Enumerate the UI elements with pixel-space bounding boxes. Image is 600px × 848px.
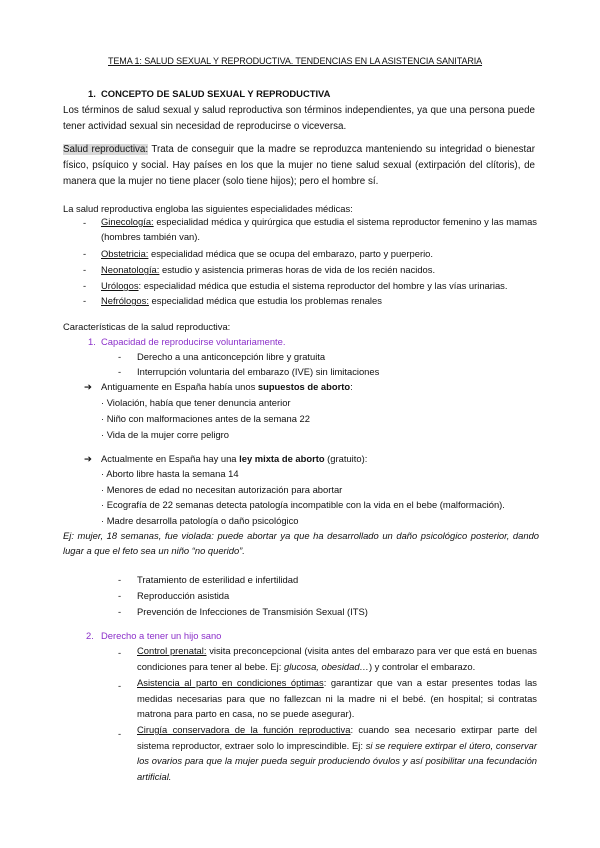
item-number: 1. — [88, 336, 96, 347]
list-item — [101, 247, 433, 260]
arrow-icon: ➔ — [84, 453, 92, 464]
list-item — [101, 214, 537, 244]
specialty-term: Obstetricia: — [101, 248, 149, 259]
specialty-text: especialidad médica que estudia los problemas renales — [148, 295, 382, 306]
specialty-term: Neonatología: — [101, 264, 160, 275]
dash-bullet: - — [83, 295, 87, 306]
dash-bullet: - — [118, 574, 122, 585]
list-item — [101, 279, 507, 292]
arrow-paragraph — [101, 380, 353, 393]
section-number: 1. — [88, 88, 96, 99]
dash-bullet: - — [118, 351, 122, 362]
example-paragraph: Ej: mujer, 18 semanas, fue violada: puede abortar ya que ha desarrollado un daño psicológico posterior, dando lugar a que el feto sea un niño “no querido”. — [63, 530, 539, 556]
characteristics-intro: Características de la salud reproductiva: — [63, 321, 231, 332]
dash-bullet: - — [118, 728, 122, 739]
text-span: (gratuito): — [324, 453, 368, 464]
specialty-term: Urólogos — [101, 280, 139, 291]
list-item: Derecho a una anticoncepción libre y gratuita — [137, 351, 326, 362]
dash-bullet: - — [83, 264, 87, 275]
item-heading: Derecho a tener un hijo sano — [101, 630, 222, 641]
dash-bullet: - — [118, 647, 122, 658]
list-item: Tratamiento de esterilidad e infertilidad — [137, 574, 299, 585]
list-item: Interrupción voluntaria del embarazo (IVE) sin limitaciones — [137, 366, 380, 377]
specialty-text: especialidad médica que se ocupa del embarazo, parto y puerperio. — [148, 248, 433, 259]
sub-item: · Niño con malformaciones antes de la semana 22 — [101, 413, 310, 424]
specialty-text: estudio y asistencia primeras horas de vida de los recién nacidos. — [159, 264, 436, 275]
specialty-term: Nefrólogos: — [101, 295, 149, 306]
sub-item: · Violación, había que tener denuncia anterior — [101, 397, 291, 408]
list-item — [137, 722, 537, 784]
item-number: 2. — [86, 630, 94, 641]
list-item: Reproducción asistida — [137, 590, 230, 601]
definition-text: Trata de conseguir que la madre se reproduzca manteniendo su integridad o bienestar físico, psíquico y social. Hay países en los que la mujer no tiene salud sexual (extirpación del clítoris), de manera que la mujer no tiene placer (solo tiene hijos); pero el hombre sí. — [63, 144, 535, 187]
text-span: : cuando sea necesario extirpar parte del sistema reproductor, extraer solo lo imprescindible. Ej: — [137, 724, 537, 751]
dash-bullet: - — [118, 590, 122, 601]
sub-item: · Aborto libre hasta la semana 14 — [101, 468, 239, 479]
specialty-term: Ginecología: — [101, 216, 154, 227]
list-item — [101, 263, 435, 276]
text-span: : — [350, 381, 353, 392]
italic-span: si se requiere extirpar el útero, conservar los ovarios para que la mujer pueda seguir produciendo óvulos y así posibilitar una fecundación artificial. — [137, 739, 538, 782]
sub-item: · Menores de edad no necesitan autorización para abortar — [101, 484, 343, 495]
list-item — [137, 643, 537, 674]
definition-paragraph — [63, 142, 535, 190]
specialties-intro: La salud reproductiva engloba las siguientes especialidades médicas: — [63, 203, 353, 214]
text-span: visita preconcepcional (visita antes del embarazo para ver que está en buenas condiciones para tener al bebe. Ej: — [137, 645, 537, 672]
bold-span: ley mixta de aborto — [239, 453, 325, 464]
document-title: TEMA 1: SALUD SEXUAL Y REPRODUCTIVA. TENDENCIAS EN LA ASISTENCIA SANITARIA — [108, 56, 483, 66]
text-span: Actualmente en España hay una — [101, 453, 240, 464]
text-span: : garantizar que van a estar presentes todas las medidas necesarias para que no fallezcan ni la madre ni el bebé. (en hospital; si contratas matrona para parto en casa, no se puede asegurar). — [137, 677, 537, 719]
arrow-icon: ➔ — [84, 381, 92, 392]
section-heading: CONCEPTO DE SALUD SEXUAL Y REPRODUCTIVA — [101, 88, 331, 99]
item-heading: Capacidad de reproducirse voluntariamente. — [101, 336, 286, 347]
item-term: Asistencia al parto en condiciones óptimas — [137, 677, 324, 688]
list-item: Prevención de Infecciones de Transmisión Sexual (ITS) — [137, 606, 368, 617]
specialty-text: : especialidad médica que estudia el sistema reproductor del hombre y las vías urinarias. — [138, 280, 508, 291]
dash-bullet: - — [83, 217, 87, 228]
dash-bullet: - — [118, 606, 122, 617]
item-term: Control prenatal: — [137, 645, 207, 656]
dash-bullet: - — [118, 680, 122, 691]
dash-bullet: - — [83, 280, 87, 291]
dash-bullet: - — [118, 366, 122, 377]
italic-span: glucosa, obesidad… — [283, 660, 369, 672]
bold-span: supuestos de aborto — [257, 381, 351, 392]
arrow-paragraph — [101, 452, 367, 465]
intro-paragraph: Los términos de salud sexual y salud reproductiva son términos independientes, ya que una persona puede tener actividad sexual sin necesidad de reproducirse o viceversa. — [63, 105, 535, 132]
sub-item: · Madre desarrolla patología o daño psicológico — [101, 515, 299, 526]
list-item — [137, 675, 537, 722]
sub-item: · Ecografía de 22 semanas detecta patología incompatible con la vida en el bebe (malformación). — [101, 499, 505, 510]
sub-item: · Vida de la mujer corre peligro — [101, 429, 230, 440]
text-span: Antiguamente en España había unos — [101, 381, 258, 392]
dash-bullet: - — [83, 248, 87, 259]
definition-term: Salud reproductiva: — [63, 144, 149, 155]
specialty-text: especialidad médica y quirúrgica que estudia el sistema reproductor femenino y las mamas (hombres también van). — [101, 216, 537, 242]
text-span: ) y controlar el embarazo. — [368, 660, 476, 672]
list-item — [101, 294, 382, 307]
item-term: Cirugía conservadora de la función reproductiva — [137, 724, 351, 735]
